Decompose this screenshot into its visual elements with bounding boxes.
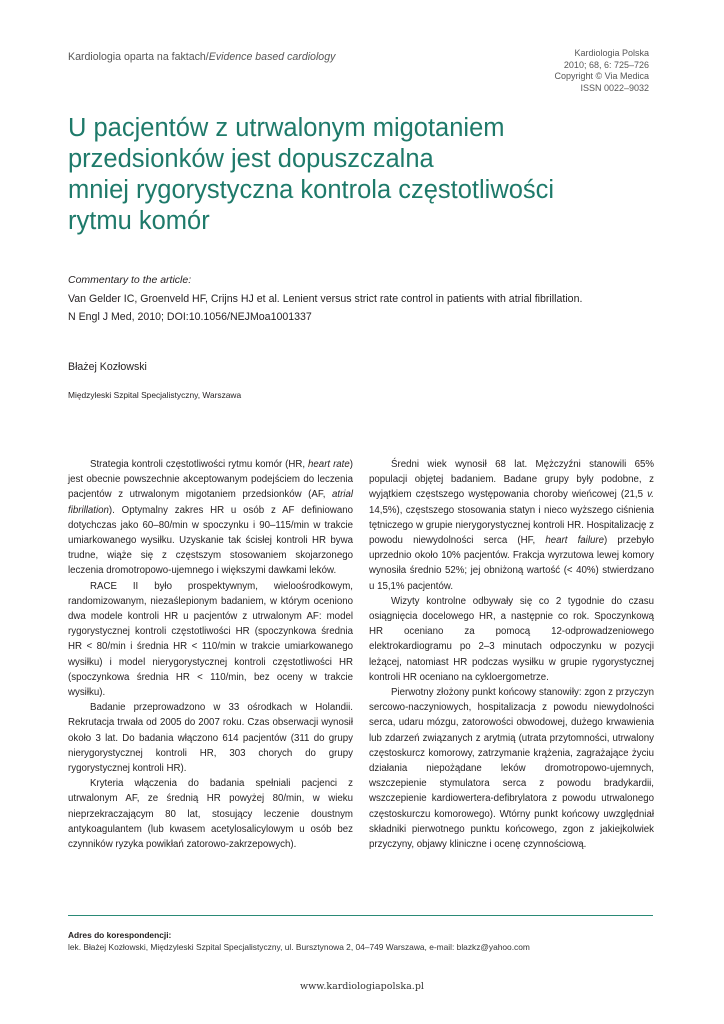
body-column-left xyxy=(68,457,353,852)
title-line: rytmu komór xyxy=(68,207,210,235)
body-paragraph: Badanie przeprowadzono w 33 ośrodkach w Holandii. Rekrutacja trwała od 2005 do 2007 roku. Czas obserwacji wynosił około 3 lat. Do badania włączono 614 pacjentów (311 do grupy nierygorystycznej kontroli HR, 303 chorych do grupy rygorystycznej kontroli HR). xyxy=(68,702,353,775)
journal-info xyxy=(554,48,649,94)
journal-volume: 2010; 68, 6: 725–726 xyxy=(563,59,649,70)
body-column-right xyxy=(369,457,654,852)
reference-line: N Engl J Med, 2010; DOI:10.1056/NEJMoa1001337 xyxy=(68,311,312,323)
title-line: przedsionków jest dopuszczalna xyxy=(68,145,434,173)
body-paragraph: Średni wiek wynosił 68 lat. Mężczyźni stanowili 65% populacji objętej badaniem. Badane grupy były podobne, z wyjątkiem częstszego występowania choroby wieńcowej (21,5 v. 14,5%), częstszego stosowania statyn i nieco wyższego ciśnienia tętniczego w grupie nierygorystycznej kontroli HR. Hospitalizację z powodu niewydolności serca (HF, heart failure) przebyło uprzednio około 10% pacjentów. Frakcja wyrzutowa lewej komory wynosiła średnio 52%; jej obniżoną wartość (< 40%) stwierdzano u 15,1% pacjentów. xyxy=(369,459,654,592)
journal-name: Kardiologia Polska xyxy=(574,48,649,58)
commentary-label: Commentary to the article: xyxy=(68,274,192,286)
author-name: Błażej Kozłowski xyxy=(68,361,147,373)
section-label-italic: Evidence based cardiology xyxy=(208,51,336,63)
body-paragraph: Strategia kontroli częstotliwości rytmu komór (HR, heart rate) jest obecnie powszechnie akceptowanym podejściem do leczenia pacjentów z utrwalonym migotaniem przedsionków (AF, atrial fibrillation). Optymalny zakres HR u osób z AF definiowano dotychczas jako 60–80/min w spoczynku i 90–115/min w trakcie umiarkowanego wysiłku. Uzyskanie tak ścisłej kontroli HR bywa trudne, wiąże się z częstszym stosowaniem skojarzonego leczenia dromotropowo-ujemnego i większymi dawkami leków. xyxy=(68,459,353,577)
correspondence-label: Adres do korespondencji: xyxy=(68,930,172,940)
journal-website: www.kardiologiapolska.pl xyxy=(300,981,424,992)
body-paragraph: Pierwotny złożony punkt końcowy stanowiły: zgon z przyczyn sercowo-naczyniowych, hospitalizacja z powodu niewydolności serca, udaru mózgu, zatorowości obwodowej, dużego krwawienia lub zdarzeń związanych z arytmią (utrata przytomności, utrwalony częstoskurcz komorowy, zatrzymanie krążenia, zagrażające życiu działania niepożądane leków dromotropowo-ujemnych, wszczepienie stymulatora serca z powodu bradykardii, wszczepienie kardiowertera-defibrylatora z powodu utrwalonego częstoskurczu komorowego). Wtórny punkt końcowy uwzględniał składniki pierwotnego punktu końcowego, zgon z jakiejkolwiek przyczyny, objawy kliniczne i ocenę czynnościową. xyxy=(369,687,654,851)
title-line: U pacjentów z utrwalonym migotaniem xyxy=(68,114,505,142)
journal-issn: ISSN 0022–9032 xyxy=(580,82,649,93)
journal-copyright: Copyright © Via Medica xyxy=(554,71,649,82)
commentary-reference xyxy=(68,290,668,326)
footer-divider xyxy=(68,915,653,916)
reference-line: Van Gelder IC, Groenveld HF, Crijns HJ et al. Lenient versus strict rate control in patients with atrial fibrillation. xyxy=(68,293,583,305)
title-line: mniej rygorystyczna kontrola częstotliwości xyxy=(68,176,555,204)
body-paragraph: Wizyty kontrolne odbywały się co 2 tygodnie do czasu osiągnięcia docelowego HR, a następnie co rok. Spoczynkową HR oceniano za pomocą 12-odprowadzeniowego elektrokardiogramu po 2–3 minutach odpoczynku w pozycji leżącej, natomiast HR podczas wysiłku w grupie rygorystycznej kontroli HR oceniano na cykloergometrze. xyxy=(369,595,654,683)
article-title xyxy=(68,113,668,237)
author-affiliation: Międzyleski Szpital Specjalistyczny, Warszawa xyxy=(68,390,242,400)
section-label-normal: Kardiologia oparta na faktach/ xyxy=(68,51,209,63)
section-label xyxy=(68,51,335,63)
correspondence-address: lek. Błażej Kozłowski, Międzyleski Szpital Specjalistyczny, ul. Bursztynowa 2, 04–749 Warszawa, e-mail: blazkz@yahoo.com xyxy=(68,942,530,952)
body-paragraph: Kryteria włączenia do badania spełniali pacjenci z utrwalonym AF, ze średnią HR powyżej 80/min, w wieku nieprzekraczającym 80 lat, stosujący leczenie doustnym antykoagulantem (lub kwasem acetylosalicylowym u osób bez czynników ryzyka powikłań zatorowo-zakrzepowych). xyxy=(68,778,353,851)
body-paragraph: RACE II było prospektywnym, wieloośrodkowym, randomizowanym, niezaślepionym badaniem, w którym oceniono dwa modele kontroli HR u pacjentów z utrwalonym AF: model rygorystycznej kontroli częstotliwości HR (spoczynkowa średnia HR < 80/min i średnia HR < 110/min w trakcie umiarkowanego wysiłku) i model nierygorystycznej kontroli częstotliwości HR (spoczynkowa średnia HR < 110/min, bez oceny w trakcie wysiłku). xyxy=(68,580,353,699)
